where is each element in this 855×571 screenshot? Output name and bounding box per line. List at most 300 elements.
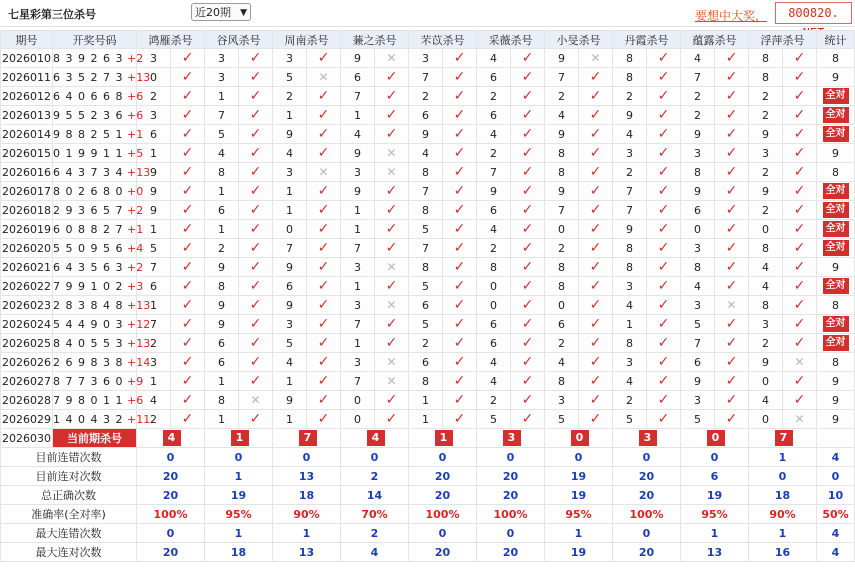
cross-icon: ✕ [250, 393, 261, 407]
ad-banner-link[interactable]: 要想中大奖， [695, 9, 768, 23]
check-icon [307, 334, 341, 353]
check-icon: ✓ [793, 107, 806, 123]
check-icon: ✓ [589, 145, 602, 161]
check-icon: ✓ [181, 316, 194, 332]
check-icon [783, 372, 817, 391]
issue-number: 2026012 [1, 87, 53, 106]
check-icon [511, 68, 545, 87]
check-icon [443, 353, 477, 372]
check-icon [307, 49, 341, 68]
kill-value: 3 [749, 315, 783, 334]
check-icon [443, 125, 477, 144]
check-icon [239, 372, 273, 391]
check-icon: ✓ [793, 316, 806, 332]
cross-icon [375, 144, 409, 163]
kill-value: 2 [273, 87, 307, 106]
row-stat: 8 [817, 49, 855, 68]
check-icon [783, 106, 817, 125]
check-icon [715, 410, 749, 429]
kill-value: 8 [613, 334, 647, 353]
cross-icon [375, 353, 409, 372]
issue-number: 2026026 [1, 353, 53, 372]
draw-digits: 2 6 9 8 3 8 [53, 355, 124, 369]
current-kill-value [273, 429, 341, 448]
kill-value: 8 [545, 258, 579, 277]
summary-row [1, 524, 855, 543]
kill-value: 8 [749, 49, 783, 68]
check-icon [443, 163, 477, 182]
kill-value: 6 [341, 68, 375, 87]
summary-value: 95% [681, 505, 749, 524]
check-icon [443, 220, 477, 239]
check-icon [375, 182, 409, 201]
draw-digits: 8 0 2 6 8 0 [53, 184, 124, 198]
check-icon: ✓ [657, 392, 670, 408]
cross-icon [375, 49, 409, 68]
column-header[interactable]: 期号 [1, 31, 53, 49]
check-icon: ✓ [317, 221, 330, 237]
check-icon: ✓ [453, 183, 466, 199]
cross-icon [375, 163, 409, 182]
check-icon: ✓ [181, 240, 194, 256]
draw-digits: 1 4 0 4 3 2 [53, 412, 124, 426]
summary-value: 19 [205, 486, 273, 505]
kill-value: 2 [477, 144, 511, 163]
cross-icon [375, 258, 409, 277]
check-icon: ✓ [521, 278, 534, 294]
cross-icon: ✕ [318, 70, 329, 84]
draw-numbers [53, 277, 144, 296]
column-header[interactable]: 蕴露杀号 [681, 31, 749, 49]
check-icon: ✓ [181, 259, 194, 275]
check-icon [239, 49, 273, 68]
check-icon [579, 372, 613, 391]
check-icon [307, 220, 341, 239]
table-row [1, 201, 855, 220]
check-icon [647, 334, 681, 353]
check-icon: ✓ [725, 335, 738, 351]
check-icon [239, 106, 273, 125]
draw-bonus: +2 [123, 260, 144, 274]
period-select[interactable] [191, 3, 251, 21]
check-icon [579, 163, 613, 182]
kill-value: 0 [681, 220, 715, 239]
kill-value: 8 [681, 163, 715, 182]
check-icon: ✓ [249, 88, 262, 104]
kill-number-table [0, 30, 855, 562]
check-icon [511, 315, 545, 334]
check-icon [443, 410, 477, 429]
check-icon [239, 277, 273, 296]
check-icon [715, 258, 749, 277]
kill-value: 9 [137, 201, 171, 220]
cross-icon: ✕ [386, 355, 397, 369]
column-header[interactable]: 丹霞杀号 [613, 31, 681, 49]
kill-value: 6 [477, 68, 511, 87]
check-icon: ✓ [453, 259, 466, 275]
check-icon [171, 49, 205, 68]
kill-value: 3 [137, 353, 171, 372]
kill-value: 8 [409, 258, 443, 277]
table-row [1, 144, 855, 163]
summary-value: 20 [477, 467, 545, 486]
check-icon [647, 353, 681, 372]
check-icon: ✓ [385, 126, 398, 142]
draw-digits: 6 4 3 5 6 3 [53, 260, 124, 274]
check-icon [715, 182, 749, 201]
kill-value: 7 [545, 68, 579, 87]
kill-value: 2 [137, 87, 171, 106]
draw-bonus: +2 [123, 203, 144, 217]
check-icon: ✓ [657, 183, 670, 199]
table-row [1, 182, 855, 201]
check-icon: ✓ [249, 69, 262, 85]
check-icon [171, 163, 205, 182]
check-icon [511, 182, 545, 201]
kill-value: 3 [273, 49, 307, 68]
draw-bonus: +9 [123, 374, 144, 388]
check-icon [579, 144, 613, 163]
check-icon: ✓ [317, 373, 330, 389]
draw-bonus: +1 [123, 127, 144, 141]
check-icon: ✓ [453, 278, 466, 294]
check-icon [579, 106, 613, 125]
summary-row [1, 543, 855, 562]
row-stat [817, 334, 855, 353]
table-row [1, 125, 855, 144]
check-icon: ✓ [453, 316, 466, 332]
kill-value: 7 [137, 258, 171, 277]
check-icon: ✓ [385, 88, 398, 104]
check-icon [171, 144, 205, 163]
column-header[interactable]: 芣苡杀号 [409, 31, 477, 49]
issue-number: 2026022 [1, 277, 53, 296]
check-icon [239, 87, 273, 106]
top-bar [0, 0, 854, 27]
check-icon [171, 87, 205, 106]
check-icon [579, 125, 613, 144]
check-icon: ✓ [453, 164, 466, 180]
draw-digits: 6 0 8 8 2 7 [53, 222, 124, 236]
kill-value: 7 [341, 87, 375, 106]
check-icon: ✓ [317, 202, 330, 218]
check-icon: ✓ [181, 183, 194, 199]
issue-number: 2026016 [1, 163, 53, 182]
check-icon [375, 239, 409, 258]
kill-value: 9 [137, 182, 171, 201]
check-icon: ✓ [521, 50, 534, 66]
check-icon [511, 87, 545, 106]
check-icon: ✓ [249, 221, 262, 237]
issue-number: 2026029 [1, 410, 53, 429]
kill-value: 3 [409, 49, 443, 68]
cross-icon: ✕ [386, 260, 397, 274]
check-icon [783, 239, 817, 258]
summary-value: 20 [613, 467, 681, 486]
check-icon: ✓ [589, 69, 602, 85]
cross-icon [783, 410, 817, 429]
check-icon [511, 49, 545, 68]
check-icon: ✓ [249, 164, 262, 180]
kill-value: 7 [681, 334, 715, 353]
draw-digits: 0 1 9 9 1 1 [53, 146, 124, 160]
kill-value: 4 [613, 296, 647, 315]
column-header[interactable]: 采薇杀号 [477, 31, 545, 49]
kill-value: 1 [137, 220, 171, 239]
check-icon: ✓ [589, 335, 602, 351]
kill-value: 6 [409, 353, 443, 372]
check-icon [511, 163, 545, 182]
issue-number: 2026017 [1, 182, 53, 201]
summary-value: 13 [273, 543, 341, 562]
kill-value: 2 [409, 334, 443, 353]
check-icon: ✓ [589, 354, 602, 370]
row-stat: 9 [817, 144, 855, 163]
kill-value: 1 [137, 296, 171, 315]
check-icon: ✓ [793, 202, 806, 218]
check-icon [307, 201, 341, 220]
check-icon: ✓ [725, 69, 738, 85]
check-icon [307, 315, 341, 334]
check-icon: ✓ [181, 107, 194, 123]
check-icon: ✓ [181, 411, 194, 427]
current-issue: 2026030 [1, 429, 53, 448]
check-icon [647, 125, 681, 144]
kill-value: 7 [273, 239, 307, 258]
summary-value: 1 [681, 524, 749, 543]
kill-value: 3 [341, 296, 375, 315]
kill-value: 8 [749, 296, 783, 315]
kill-value: 7 [205, 106, 239, 125]
cross-icon [307, 163, 341, 182]
check-icon [647, 87, 681, 106]
check-icon [783, 49, 817, 68]
kill-value: 7 [341, 372, 375, 391]
check-icon [511, 353, 545, 372]
summary-value: 18 [273, 486, 341, 505]
draw-numbers [53, 258, 144, 277]
issue-number: 2026015 [1, 144, 53, 163]
check-icon [579, 334, 613, 353]
kill-value: 2 [681, 106, 715, 125]
check-icon [443, 315, 477, 334]
check-icon [647, 201, 681, 220]
all-correct-badge: 全对 [823, 107, 849, 123]
draw-numbers [53, 353, 151, 372]
check-icon [171, 258, 205, 277]
kill-value: 5 [409, 277, 443, 296]
check-icon: ✓ [589, 240, 602, 256]
check-icon [511, 296, 545, 315]
row-stat: 9 [817, 410, 855, 429]
draw-bonus: +3 [123, 279, 144, 293]
check-icon [171, 201, 205, 220]
current-kill-badge: 0 [571, 430, 589, 446]
issue-number: 2026023 [1, 296, 53, 315]
kill-value: 2 [545, 87, 579, 106]
kill-value: 8 [205, 277, 239, 296]
check-icon [783, 296, 817, 315]
check-icon [375, 125, 409, 144]
check-icon [443, 106, 477, 125]
period-select-value: 近20期 [195, 6, 231, 19]
check-icon: ✓ [657, 69, 670, 85]
draw-bonus: +13 [123, 165, 151, 179]
kill-value: 3 [613, 277, 647, 296]
row-stat [817, 239, 855, 258]
cross-icon [715, 296, 749, 315]
check-icon: ✓ [589, 316, 602, 332]
column-header[interactable]: 周南杀号 [273, 31, 341, 49]
kill-value: 1 [341, 277, 375, 296]
check-icon: ✓ [589, 278, 602, 294]
draw-bonus: +6 [123, 89, 144, 103]
kill-value: 4 [749, 391, 783, 410]
draw-bonus: +13 [123, 70, 151, 84]
kill-value: 8 [613, 239, 647, 258]
all-correct-badge: 全对 [823, 126, 849, 142]
check-icon: ✓ [317, 259, 330, 275]
check-icon [443, 239, 477, 258]
table-row [1, 353, 855, 372]
column-header[interactable]: 谷风杀号 [205, 31, 273, 49]
check-icon: ✓ [453, 354, 466, 370]
kill-value: 8 [409, 372, 443, 391]
check-icon [647, 163, 681, 182]
column-header[interactable]: 统计 [817, 31, 855, 49]
column-header[interactable]: 浮萍杀号 [749, 31, 817, 49]
check-icon: ✓ [793, 240, 806, 256]
check-icon: ✓ [725, 354, 738, 370]
check-icon: ✓ [453, 373, 466, 389]
kill-value: 2 [749, 87, 783, 106]
kill-value: 8 [545, 372, 579, 391]
check-icon [171, 106, 205, 125]
draw-bonus: +5 [123, 146, 144, 160]
check-icon: ✓ [249, 411, 262, 427]
cross-icon: ✕ [318, 165, 329, 179]
check-icon: ✓ [385, 316, 398, 332]
summary-value: 0 [137, 448, 205, 467]
draw-digits: 2 8 3 8 4 8 [53, 298, 124, 312]
check-icon [307, 125, 341, 144]
kill-value: 2 [749, 163, 783, 182]
row-stat: 9 [817, 391, 855, 410]
column-header[interactable]: 开奖号码 [53, 31, 137, 49]
check-icon [307, 391, 341, 410]
summary-value: 90% [273, 505, 341, 524]
check-icon [443, 182, 477, 201]
summary-value: 19 [681, 486, 749, 505]
check-icon: ✓ [657, 335, 670, 351]
kill-value: 3 [749, 144, 783, 163]
kill-value: 6 [477, 315, 511, 334]
check-icon [171, 391, 205, 410]
kill-value: 3 [137, 106, 171, 125]
check-icon: ✓ [589, 259, 602, 275]
check-icon: ✓ [657, 278, 670, 294]
check-icon [375, 220, 409, 239]
issue-number: 2026021 [1, 258, 53, 277]
summary-value: 1 [545, 524, 613, 543]
check-icon: ✓ [317, 297, 330, 313]
check-icon [443, 372, 477, 391]
column-header[interactable]: 鸿雁杀号 [137, 31, 205, 49]
check-icon: ✓ [317, 392, 330, 408]
check-icon [647, 315, 681, 334]
check-icon: ✓ [453, 335, 466, 351]
kill-value: 8 [613, 49, 647, 68]
check-icon: ✓ [317, 240, 330, 256]
column-header[interactable]: 小旻杀号 [545, 31, 613, 49]
table-row [1, 220, 855, 239]
check-icon: ✓ [385, 335, 398, 351]
summary-value: 19 [545, 467, 613, 486]
check-icon: ✓ [317, 107, 330, 123]
summary-value: 100% [409, 505, 477, 524]
check-icon: ✓ [793, 297, 806, 313]
kill-value: 3 [681, 144, 715, 163]
summary-value: 6 [681, 467, 749, 486]
check-icon: ✓ [793, 259, 806, 275]
check-icon [783, 315, 817, 334]
check-icon [647, 410, 681, 429]
check-icon [511, 106, 545, 125]
draw-bonus: +6 [123, 393, 144, 407]
check-icon: ✓ [317, 335, 330, 351]
kill-value: 0 [137, 68, 171, 87]
check-icon: ✓ [589, 221, 602, 237]
check-icon: ✓ [181, 297, 194, 313]
draw-digits: 8 3 9 2 6 3 [53, 51, 124, 65]
draw-digits: 2 9 3 6 5 7 [53, 203, 124, 217]
summary-value: 0 [613, 448, 681, 467]
check-icon: ✓ [657, 373, 670, 389]
kill-value: 5 [681, 315, 715, 334]
draw-digits: 5 4 4 9 0 3 [53, 317, 124, 331]
check-icon [375, 277, 409, 296]
draw-bonus: +2 [123, 51, 144, 65]
kill-value: 6 [545, 315, 579, 334]
summary-value: 18 [749, 486, 817, 505]
check-icon: ✓ [725, 183, 738, 199]
check-icon: ✓ [521, 88, 534, 104]
check-icon: ✓ [657, 145, 670, 161]
kill-value: 4 [477, 125, 511, 144]
check-icon: ✓ [385, 69, 398, 85]
cross-icon [375, 372, 409, 391]
column-header[interactable]: 蒹之杀号 [341, 31, 409, 49]
check-icon [715, 125, 749, 144]
current-kill-badge: 7 [775, 430, 793, 446]
kill-value: 8 [681, 258, 715, 277]
check-icon [715, 220, 749, 239]
kill-value: 9 [341, 182, 375, 201]
kill-value: 9 [749, 353, 783, 372]
kill-value: 8 [545, 277, 579, 296]
summary-value: 70% [341, 505, 409, 524]
ad-site-badge[interactable]: 800820. [775, 2, 852, 24]
summary-value: 1 [749, 524, 817, 543]
kill-value: 3 [341, 258, 375, 277]
kill-value: 8 [749, 239, 783, 258]
check-icon [239, 163, 273, 182]
check-icon [715, 334, 749, 353]
summary-label: 目前连对次数 [1, 467, 137, 486]
kill-value: 7 [613, 182, 647, 201]
kill-value: 2 [137, 410, 171, 429]
check-icon: ✓ [181, 354, 194, 370]
